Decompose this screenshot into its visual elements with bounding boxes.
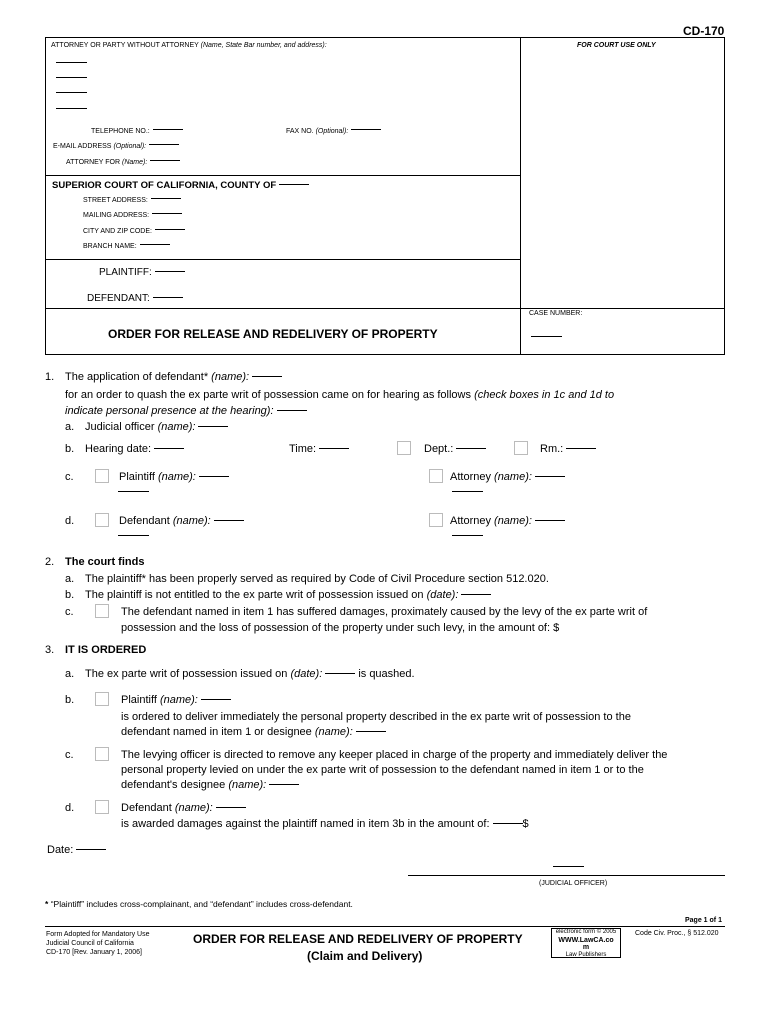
item1-line1 [65, 371, 282, 383]
attorney-for-field[interactable] [66, 159, 180, 166]
city-label: CITY AND ZIP CODE: [83, 228, 152, 235]
item3b-text1: is ordered to deliver immediately the personal property described in the ex parte writ of possession to the [121, 711, 631, 723]
item3b-plaintiff-label: Plaintiff [121, 694, 157, 706]
item2c-text1: The defendant named in item 1 has suffered damages, proximately caused by the levy of the ex parte writ of [121, 606, 648, 618]
item2-number: 2. [45, 556, 55, 568]
item3-number: 3. [45, 644, 55, 656]
footnote-text: “Plaintiff” includes cross-complainant, and “defendant” includes cross-defendant. [50, 899, 353, 909]
item3d-defendant-label: Defendant [121, 802, 172, 814]
footnote [45, 899, 353, 909]
item2b-text: The plaintiff is not entitled to the ex parte writ of possession issued on [85, 589, 424, 601]
publisher-logo [551, 928, 621, 958]
item3c-label: c. [65, 749, 74, 761]
defendant-damages-checkbox[interactable] [95, 800, 109, 814]
logo-line-4: Law Publishers [565, 951, 607, 958]
adopted-line-3: CD-170 [Rev. January 1, 2006] [46, 949, 142, 956]
fax-label: FAX NO. [286, 128, 314, 135]
plaintiff-present-label: Plaintiff [119, 471, 155, 483]
hearing-label: Hearing date: [85, 443, 152, 455]
item3a-field[interactable] [85, 668, 415, 680]
code-reference: Code Civ. Proc., § 512.020 [635, 930, 719, 937]
item2c-text2: possession and the loss of possession of the property under such levy, in the amount of: $ [121, 622, 560, 634]
item3b-designee-hint: (name): [314, 726, 353, 738]
plaintiff-present-checkbox[interactable] [95, 469, 109, 483]
hearing-date-field[interactable] [85, 443, 184, 455]
rm-checkbox[interactable] [514, 441, 528, 455]
item3b-name-hint: (name): [159, 694, 198, 706]
plaintiff-field[interactable] [99, 267, 185, 278]
item3d-label: d. [65, 802, 75, 814]
defendant-present-checkbox[interactable] [95, 513, 109, 527]
adopted-line-1: Form Adopted for Mandatory Use [46, 931, 150, 938]
form-title: ORDER FOR RELEASE AND REDELIVERY OF PROPERTY [108, 327, 438, 341]
mailing-label: MAILING ADDRESS: [83, 212, 150, 219]
item3b-designee-field[interactable] [121, 726, 386, 738]
page-number: Page 1 of 1 [685, 917, 722, 924]
email-hint: (Optional): [113, 143, 147, 150]
date-field[interactable] [47, 844, 106, 856]
attorney-hint: (Name, State Bar number, and address): [200, 42, 327, 49]
date-label: Date: [47, 844, 74, 856]
item3a-text: The ex parte writ of possession issued on [85, 668, 288, 680]
plaintiff-deliver-checkbox[interactable] [95, 692, 109, 706]
attorney-for-hint: (Name): [122, 159, 148, 166]
item3d-text: is awarded damages against the plaintiff named in item 3b in the amount of: [121, 818, 490, 830]
plaintiff-name-line[interactable] [118, 491, 149, 492]
signature-line[interactable] [408, 875, 725, 876]
plaintiff-label: PLAINTIFF: [99, 267, 152, 278]
judicial-name-hint: (name): [157, 421, 196, 433]
rm-field[interactable] [540, 443, 596, 455]
court-use-label: FOR COURT USE ONLY [577, 42, 656, 49]
time-field[interactable] [289, 443, 349, 455]
item2-heading: The court finds [65, 556, 145, 568]
item3c-designee-hint: (name): [228, 779, 267, 791]
judicial-officer-field[interactable] [85, 421, 228, 433]
attorney-label [51, 42, 327, 49]
item3a-post: is quashed. [358, 668, 415, 680]
item3b-text2: defendant named in item 1 or designee [121, 726, 312, 738]
attorney-label-text: ATTORNEY OR PARTY WITHOUT ATTORNEY [51, 42, 199, 49]
email-field[interactable] [53, 143, 179, 150]
defendant-field[interactable] [87, 293, 183, 304]
telephone-field[interactable] [91, 128, 183, 135]
item3c-text2: personal property levied on under the ex parte writ of possession to the defendant named in item 1 or to the [121, 764, 644, 776]
item3c-text3: defendant's designee [121, 779, 226, 791]
item3a-label: a. [65, 668, 75, 680]
judge-name-line[interactable] [553, 866, 584, 867]
defendant-attorney-label: Attorney [450, 515, 491, 527]
mailing-field[interactable] [83, 212, 182, 219]
item1a-label: a. [65, 421, 75, 433]
rm-label: Rm.: [540, 443, 564, 455]
attorney-line-2[interactable] [56, 77, 87, 78]
item3c-text1: The levying officer is directed to remove any keeper placed in charge of the property and immediately deliver the [121, 749, 668, 761]
item1-name-hint: (name): [211, 371, 250, 383]
plaintiff-name-hint: (name): [157, 471, 196, 483]
logo-line-2: WWW.LawCA.co [558, 936, 614, 944]
item1-number: 1. [45, 371, 55, 383]
court-label: SUPERIOR COURT OF CALIFORNIA, COUNTY OF [52, 180, 277, 191]
street-field[interactable] [83, 197, 181, 204]
attorney-line-3[interactable] [56, 92, 87, 93]
item3b-name-field[interactable] [121, 694, 231, 706]
defendant-name-hint: (name): [172, 515, 211, 527]
telephone-label: TELEPHONE NO.: [91, 128, 150, 135]
item2b-label: b. [65, 589, 75, 601]
defendant-attorney-hint: (name): [494, 515, 532, 527]
defendant-name-field[interactable] [119, 515, 244, 527]
item2b-field[interactable] [85, 589, 491, 601]
item1-line3 [65, 405, 307, 417]
item3d-name-hint: (name): [174, 802, 213, 814]
defendant-attorney-checkbox[interactable] [429, 513, 443, 527]
defendant-attorney-line[interactable] [452, 535, 483, 536]
item2a-label: a. [65, 573, 75, 585]
item3d-dollar: $ [522, 818, 529, 830]
plaintiff-attorney-hint: (name): [494, 471, 532, 483]
item1-text: The application of defendant* [65, 371, 209, 383]
plaintiff-name-field[interactable] [119, 471, 229, 483]
item1c-label: c. [65, 471, 74, 483]
fax-hint: (Optional): [315, 128, 349, 135]
fax-field[interactable] [286, 128, 381, 135]
levying-officer-checkbox[interactable] [95, 747, 109, 761]
judicial-label: Judicial officer [85, 421, 155, 433]
attorney-for-label: ATTORNEY FOR [66, 159, 121, 166]
defendant-present-label: Defendant [119, 515, 170, 527]
item3d-name-field[interactable] [121, 802, 246, 814]
item1-line2 [65, 389, 614, 401]
court-field[interactable] [52, 180, 309, 191]
street-label: STREET ADDRESS: [83, 197, 148, 204]
plaintiff-attorney-checkbox[interactable] [429, 469, 443, 483]
logo-line-1: electronic form © 2005 [555, 929, 617, 935]
attorney-line-4[interactable] [56, 108, 87, 109]
presence-input[interactable] [277, 410, 307, 411]
item3-heading: IT IS ORDERED [65, 644, 147, 656]
item2c-label: c. [65, 606, 74, 618]
item3d-amount-field[interactable] [121, 818, 529, 830]
damages-checkbox[interactable] [95, 604, 109, 618]
dept-label: Dept.: [424, 443, 454, 455]
item3a-date-hint: (date): [290, 668, 323, 680]
judicial-officer-label: (JUDICIAL OFFICER) [539, 880, 608, 887]
case-number-label: CASE NUMBER: [529, 310, 583, 317]
item1-line3-hint: indicate personal presence at the hearing): [65, 405, 274, 417]
footer-subtitle: (Claim and Delivery) [307, 949, 423, 963]
item2a-text: The plaintiff* has been properly served as required by Code of Civil Procedure section 512.020. [85, 573, 549, 585]
attorney-line-1[interactable] [56, 62, 87, 63]
defendant-attorney-field[interactable] [450, 515, 565, 527]
case-number-input[interactable] [531, 336, 562, 337]
defendant-label: DEFENDANT: [87, 293, 150, 304]
time-label: Time: [289, 443, 317, 455]
item3b-label: b. [65, 694, 75, 706]
logo-line-3: m [582, 944, 590, 951]
branch-field[interactable] [83, 243, 170, 250]
adoption-info [46, 930, 150, 957]
dept-field[interactable] [424, 443, 486, 455]
item1-line2-text: for an order to quash the ex parte writ of possession came on for hearing as follows [65, 389, 471, 401]
defendant-name-line[interactable] [118, 535, 149, 536]
defendant-name-input[interactable] [252, 376, 282, 377]
plaintiff-attorney-label: Attorney [450, 471, 491, 483]
form-code: CD-170 [683, 24, 725, 38]
plaintiff-attorney-line[interactable] [452, 491, 483, 492]
footnote-star: * [45, 899, 49, 909]
item1d-label: d. [65, 515, 75, 527]
footer-title: ORDER FOR RELEASE AND REDELIVERY OF PROPERTY [193, 932, 523, 946]
plaintiff-attorney-field[interactable] [450, 471, 565, 483]
email-label: E-MAIL ADDRESS [53, 143, 112, 150]
dept-checkbox[interactable] [397, 441, 411, 455]
item2b-date-hint: (date): [426, 589, 459, 601]
item1-line2-hint: (check boxes in 1c and 1d to [474, 389, 615, 401]
city-field[interactable] [83, 228, 185, 235]
item3c-designee-field[interactable] [121, 779, 299, 791]
adopted-line-2: Judicial Council of California [46, 940, 134, 947]
item1b-label: b. [65, 443, 75, 455]
branch-label: BRANCH NAME: [83, 243, 137, 250]
